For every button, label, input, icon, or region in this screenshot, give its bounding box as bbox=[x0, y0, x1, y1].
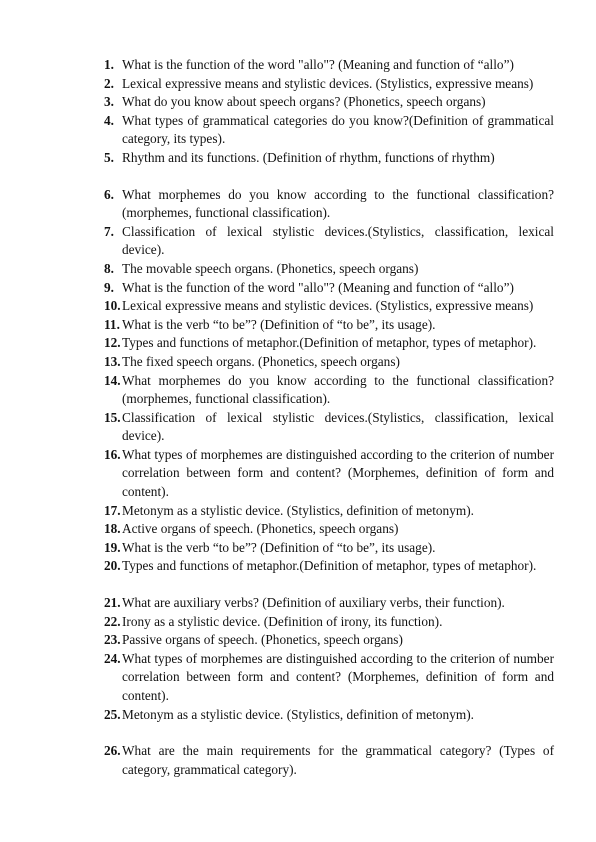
question-item bbox=[104, 353, 554, 372]
question-text: What types of grammatical categories do you know?(Definition of grammatical category, its types). bbox=[122, 112, 554, 147]
question-text: Classification of lexical stylistic devices.(Stylistics, classification, lexical device). bbox=[122, 223, 554, 258]
question-number: 25. bbox=[104, 706, 121, 722]
question-text: Metonym as a stylistic device. (Stylistics, definition of metonym). bbox=[122, 706, 474, 722]
question-text: What are auxiliary verbs? (Definition of auxiliary verbs, their function). bbox=[122, 595, 505, 611]
question-text: The fixed speech organs. (Phonetics, speech organs) bbox=[122, 353, 400, 369]
question-item bbox=[104, 149, 554, 168]
question-number: 10. bbox=[104, 298, 121, 314]
question-number: 26. bbox=[104, 743, 121, 759]
question-item bbox=[104, 742, 554, 779]
question-text: The movable speech organs. (Phonetics, speech organs) bbox=[122, 260, 419, 276]
question-item bbox=[104, 279, 554, 298]
question-number: 13. bbox=[104, 353, 121, 369]
question-item bbox=[104, 297, 554, 316]
question-number: 6. bbox=[104, 186, 114, 202]
question-number: 9. bbox=[104, 279, 114, 295]
question-text: Passive organs of speech. (Phonetics, speech organs) bbox=[122, 632, 403, 648]
question-item bbox=[104, 650, 554, 706]
question-text: What is the verb “to be”? (Definition of “to be”, its usage). bbox=[122, 316, 436, 332]
question-text: What types of morphemes are distinguished according to the criterion of number correlation between form and content? (Morphemes, definition of form and content). bbox=[122, 446, 554, 500]
question-list bbox=[104, 56, 554, 779]
question-number: 15. bbox=[104, 409, 121, 425]
section-gap bbox=[104, 168, 554, 186]
question-item bbox=[104, 186, 554, 223]
section-gap bbox=[104, 576, 554, 594]
question-number: 1. bbox=[104, 57, 114, 72]
question-number: 5. bbox=[104, 149, 114, 165]
question-text: Types and functions of metaphor.(Definition of metaphor, types of metaphor). bbox=[122, 558, 537, 574]
question-text: Types and functions of metaphor.(Definition of metaphor, types of metaphor). bbox=[122, 335, 537, 351]
question-number: 4. bbox=[104, 112, 114, 128]
question-number: 12. bbox=[104, 335, 121, 351]
question-item bbox=[104, 223, 554, 260]
question-number: 2. bbox=[104, 75, 114, 91]
question-item bbox=[104, 316, 554, 335]
question-text: What do you know about speech organs? (Phonetics, speech organs) bbox=[122, 94, 486, 110]
question-text: What morphemes do you know according to the functional classification? (morphemes, functional classification). bbox=[122, 186, 554, 221]
question-text: Classification of lexical stylistic devices.(Stylistics, classification, lexical device). bbox=[122, 409, 554, 444]
question-text: What types of morphemes are distinguished according to the criterion of number correlation between form and content? (Morphemes, definition of form and content). bbox=[122, 650, 554, 703]
question-number: 16. bbox=[104, 446, 121, 462]
question-item bbox=[104, 706, 554, 725]
question-number: 17. bbox=[104, 502, 121, 518]
question-text: What morphemes do you know according to the functional classification? (morphemes, functional classification). bbox=[122, 372, 554, 407]
question-number: 23. bbox=[104, 632, 121, 648]
question-item bbox=[104, 372, 554, 409]
question-number: 3. bbox=[104, 94, 114, 110]
question-number: 18. bbox=[104, 521, 121, 537]
question-item bbox=[104, 594, 554, 613]
question-item bbox=[104, 613, 554, 632]
question-text: What is the function of the word "allo"? (Meaning and function of “allo”) bbox=[122, 279, 514, 295]
question-number: 11. bbox=[104, 316, 120, 332]
question-item bbox=[104, 334, 554, 353]
question-number: 20. bbox=[104, 558, 121, 574]
question-number: 22. bbox=[104, 613, 121, 629]
question-number: 14. bbox=[104, 372, 121, 388]
question-text: What are the main requirements for the grammatical category? (Types of category, grammatical category). bbox=[122, 743, 554, 777]
question-text: Irony as a stylistic device. (Definition of irony, its function). bbox=[122, 613, 443, 629]
question-item bbox=[104, 557, 554, 576]
question-item bbox=[104, 502, 554, 521]
question-text: Rhythm and its functions. (Definition of rhythm, functions of rhythm) bbox=[122, 149, 495, 165]
question-item bbox=[104, 446, 554, 502]
question-number: 8. bbox=[104, 260, 114, 276]
question-item bbox=[104, 260, 554, 279]
section-gap bbox=[104, 724, 554, 742]
question-item bbox=[104, 520, 554, 539]
question-text: Lexical expressive means and stylistic devices. (Stylistics, expressive means) bbox=[122, 298, 534, 314]
question-text: Metonym as a stylistic device. (Stylistics, definition of metonym). bbox=[122, 502, 474, 518]
question-item bbox=[104, 75, 554, 94]
question-item bbox=[104, 631, 554, 650]
question-number: 21. bbox=[104, 595, 121, 611]
question-text: What is the verb “to be”? (Definition of “to be”, its usage). bbox=[122, 539, 436, 555]
question-text: What is the function of the word "allo"? (Meaning and function of “allo”) bbox=[122, 57, 514, 72]
question-number: 7. bbox=[104, 223, 114, 239]
question-item bbox=[104, 539, 554, 558]
question-number: 24. bbox=[104, 650, 121, 666]
question-item bbox=[104, 112, 554, 149]
question-number: 19. bbox=[104, 539, 121, 555]
question-item bbox=[104, 56, 554, 75]
question-item bbox=[104, 93, 554, 112]
question-text: Active organs of speech. (Phonetics, speech organs) bbox=[122, 521, 399, 537]
question-item bbox=[104, 409, 554, 446]
question-text: Lexical expressive means and stylistic devices. (Stylistics, expressive means) bbox=[122, 75, 534, 91]
